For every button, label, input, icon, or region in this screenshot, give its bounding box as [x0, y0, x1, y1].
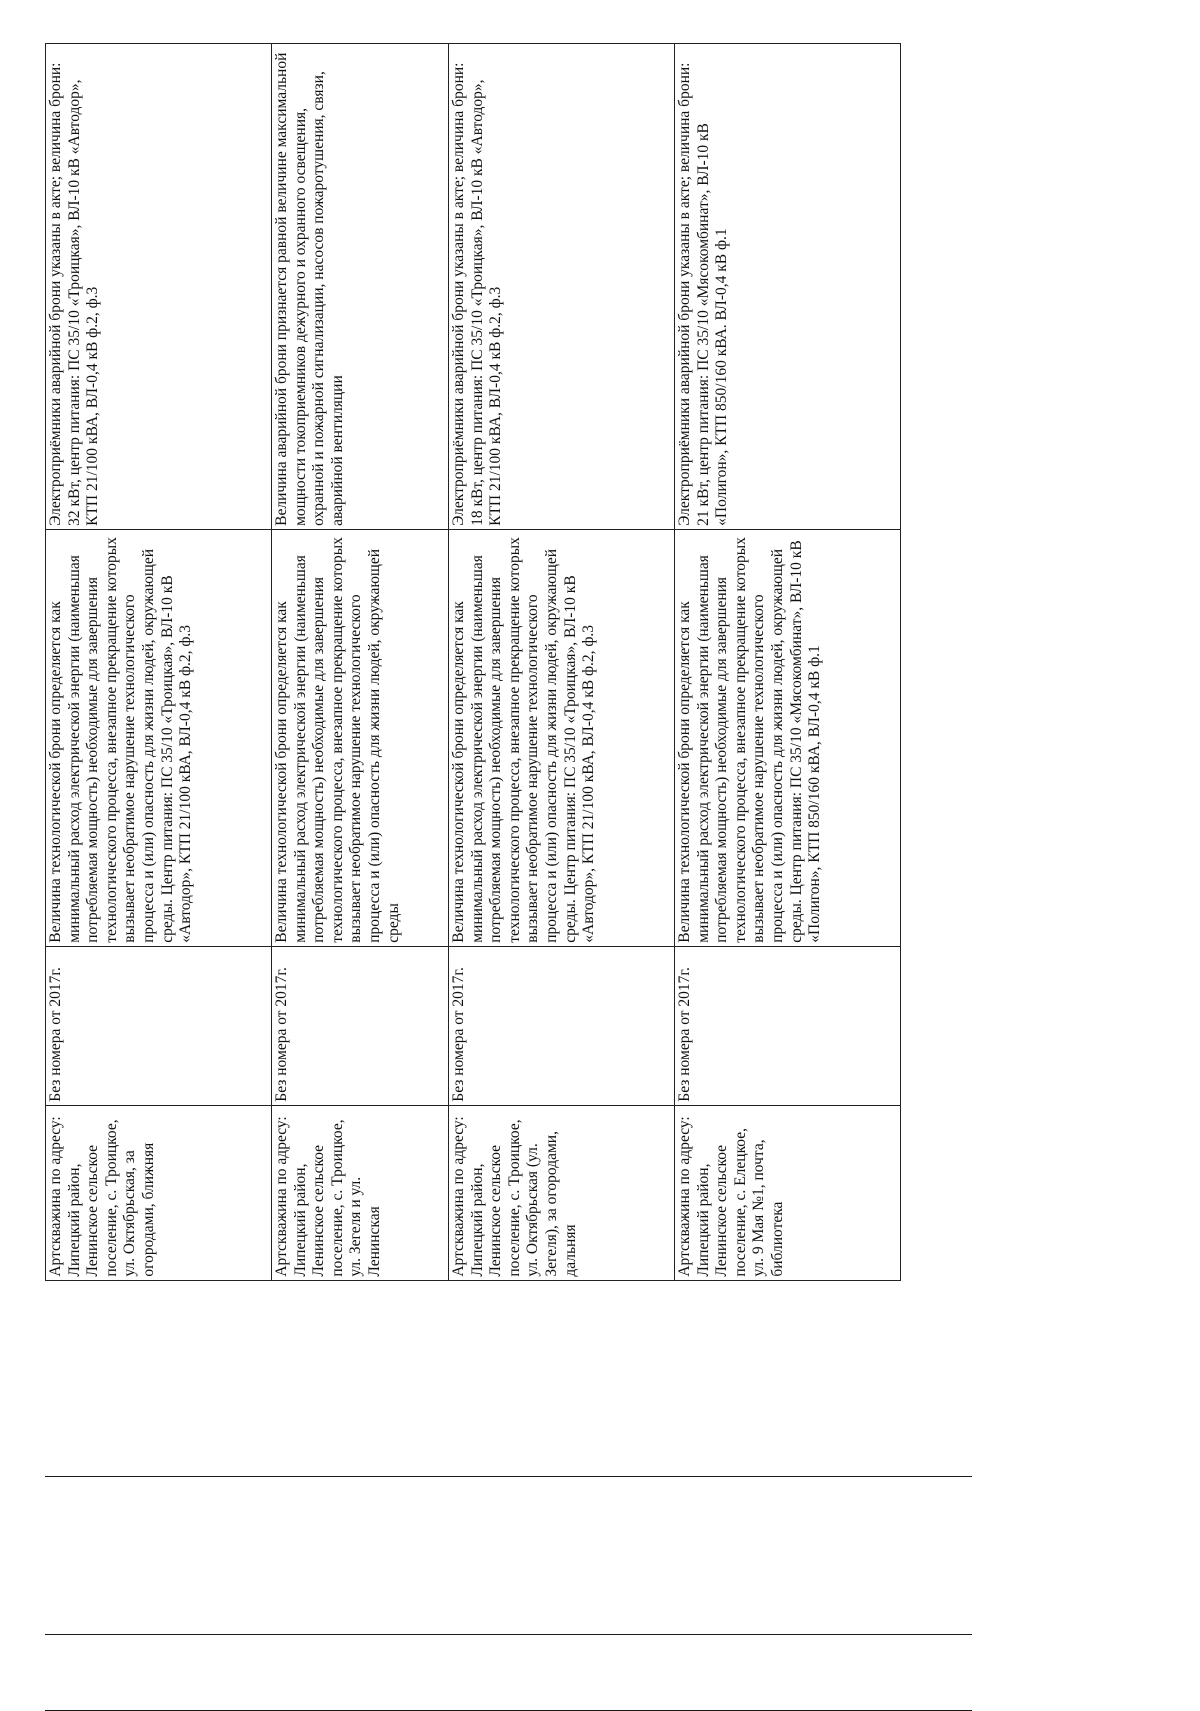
- power-reserve-table: [45, 43, 901, 1633]
- object-cell: Артскважина по адресу: Липецкий район, Ленинское сельское поселение, с. Елецкое, ул. 9 Мая №1, почта, библиотека: [675, 1105, 901, 1280]
- tech-reserve-cell: Величина технологической брони определяется как минимальный расход электрической энергии (наименьшая потребляемая мощность) необходимые для завершения технологического процесса, внезапное прекращение которых вызывает необратимое нарушение технологического процесса и (или) опасность для жизни людей, окружающей среды: [272, 529, 449, 946]
- frame-rule: [45, 1476, 972, 1477]
- emergency-reserve-cell: Электроприёмники аварийной брони указаны в акте; величина брони: 32 кВт, центр питания: ПС 35/10 «Троицкая», ВЛ-10 кВ «Автодор», КТП 21/100 кВА, ВЛ-0,4 кВ ф.2, ф.3: [46, 44, 272, 530]
- tech-reserve-cell: Величина технологической брони определяется как минимальный расход электрической энергии (наименьшая потребляемая мощность) необходимые для завершения технологического процесса, внезапное прекращение которых вызывает необратимое нарушение технологического процесса и (или) опасность для жизни людей, окружающей среды. Центр питания: ПС 35/10 «Мясокомбинат», ВЛ-10 кВ «Полигон», КТП 850/160 кВА, ВЛ-0,4 кВ ф.1: [675, 529, 901, 946]
- empty-cell: [272, 1280, 449, 1633]
- object-cell: Артскважина по адресу: Липецкий район, Ленинское сельское поселение, с. Троицкое, ул. Зегеля и ул. Ленинская: [272, 1105, 449, 1280]
- table-row: [46, 44, 272, 1634]
- tech-reserve-cell: Величина технологической брони определяется как минимальный расход электрической энергии (наименьшая потребляемая мощность) необходимые для завершения технологического процесса, внезапное прекращение которых вызывает необратимое нарушение технологического процесса и (или) опасность для жизни людей, окружающей среды. Центр питания: ПС 35/10 «Троицкая», ВЛ-10 кВ «Автодор», КТП 21/100 кВА, ВЛ-0,4 кВ ф.2, ф.3: [449, 529, 675, 946]
- empty-cell: [46, 1280, 272, 1633]
- table-row: [272, 44, 449, 1634]
- table-row: [449, 44, 675, 1634]
- emergency-reserve-cell: Величина аварийной брони признается равной величине максимальной мощности токоприемников дежурного и охранного освещения, охранной и пожарной сигнализации, насосов пожаротушения, связи, аварийной вентиляции: [272, 44, 449, 530]
- object-cell: Артскважина по адресу: Липецкий район, Ленинское сельское поселение, с. Троицкое, ул. Октябрьская (ул. Зегеля), за огородами, дальняя: [449, 1105, 675, 1280]
- act-cell: Без номера от 2017г.: [272, 946, 449, 1105]
- frame-rule: [45, 1634, 972, 1635]
- table-row: [675, 44, 901, 1634]
- empty-cell: [675, 1280, 901, 1633]
- emergency-reserve-cell: Электроприёмники аварийной брони указаны в акте; величина брони: 21 кВт, центр питания: ПС 35/10 «Мясокомбинат», ВЛ-10 кВ «Полигон», КТП 850/160 кВА. ВЛ-0,4 кВ ф.1: [675, 44, 901, 530]
- tech-reserve-cell: Величина технологической брони определяется как минимальный расход электрической энергии (наименьшая потребляемая мощность) необходимые для завершения технологического процесса, внезапное прекращение которых вызывает необратимое нарушение технологического процесса и (или) опасность для жизни людей, окружающей среды. Центр питания: ПС 35/10 «Троицкая», ВЛ-10 кВ «Автодор», КТП 21/100 кВА, ВЛ-0,4 кВ ф.2, ф.3: [46, 529, 272, 946]
- object-cell: Артскважина по адресу: Липецкий район, Ленинское сельское поселение, с. Троицкое, ул. Октябрьская, за огородами, ближняя: [46, 1105, 272, 1280]
- emergency-reserve-cell: Электроприёмники аварийной брони указаны в акте; величина брони: 18 кВт, центр питания: ПС 35/10 «Троицкая», ВЛ-10 кВ «Автодор», КТП 21/100 кВА, ВЛ-0,4 кВ ф.2, ф.3: [449, 44, 675, 530]
- rotated-table-area: [45, 43, 965, 1633]
- act-cell: Без номера от 2017г.: [675, 946, 901, 1105]
- act-cell: Без номера от 2017г.: [46, 946, 272, 1105]
- act-cell: Без номера от 2017г.: [449, 946, 675, 1105]
- empty-cell: [449, 1280, 675, 1633]
